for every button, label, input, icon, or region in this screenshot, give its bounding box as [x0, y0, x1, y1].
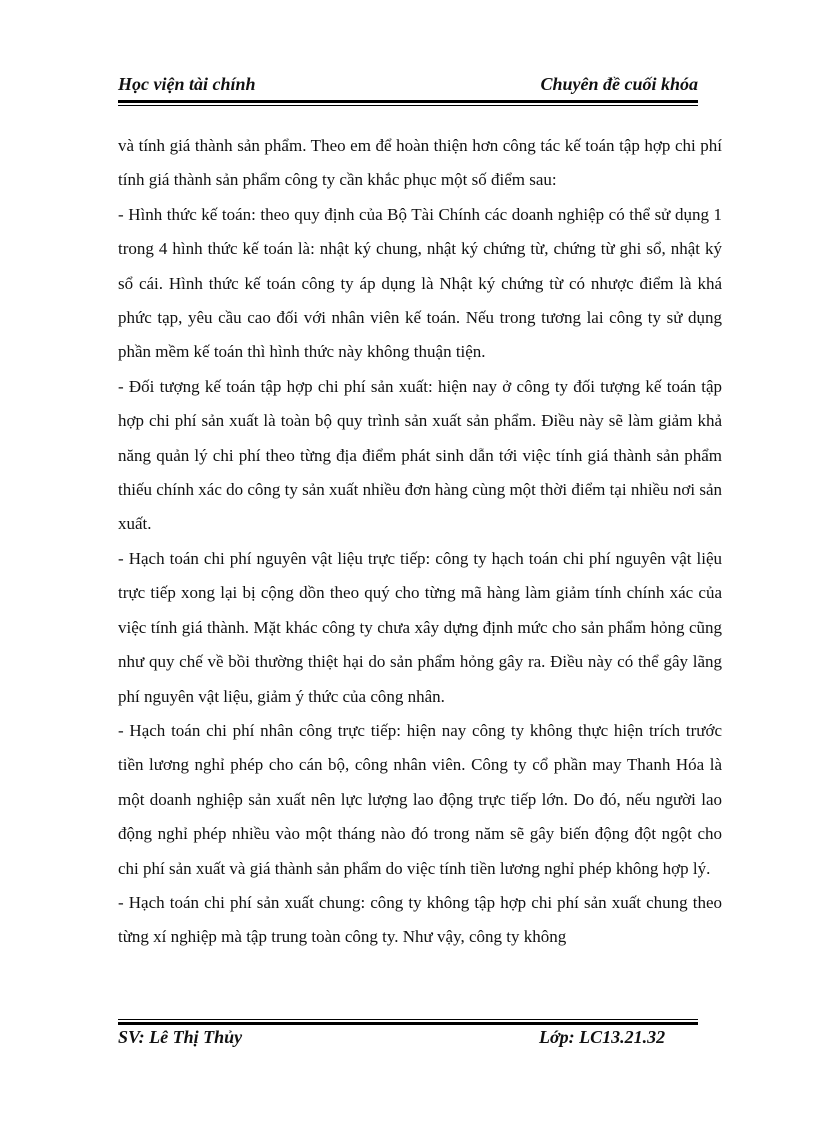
- header-rule-thick: [118, 100, 698, 103]
- header-rule-thin: [118, 105, 698, 106]
- page-header: [118, 74, 698, 100]
- footer-rule-thin: [118, 1019, 698, 1020]
- footer-student-name: SV: Lê Thị Thủy: [118, 1027, 243, 1047]
- page-footer: [118, 1027, 698, 1053]
- paragraph: - Đối tượng kế toán tập hợp chi phí sản xuất: hiện nay ở công ty đối tượng kế toán tập hợp chi phí sản xuất là toàn bộ quy trình sản xuất sản phẩm. Điều này sẽ làm giảm khả năng quản lý chi phí theo từng địa điểm phát sinh dẫn tới việc tính giá thành sản phẩm thiếu chính xác do công ty sản xuất nhiều đơn hàng cùng một thời điểm tại nhiều nơi sản xuất.: [118, 376, 722, 534]
- footer-rule-thick: [118, 1022, 698, 1025]
- footer-class-code: Lớp: LC13.21.32: [539, 1027, 666, 1047]
- paragraph: và tính giá thành sản phẩm. Theo em để hoàn thiện hơn công tác kế toán tập hợp chi phí tính giá thành sản phẩm công ty cần khắc phục một số điểm sau:: [118, 136, 722, 190]
- paragraph: - Hình thức kế toán: theo quy định của Bộ Tài Chính các doanh nghiệp có thể sử dụng 1 trong 4 hình thức kế toán là: nhật ký chung, nhật ký chứng từ, chứng từ ghi sổ, nhật ký sổ cái. Hình thức kế toán công ty áp dụng là Nhật ký chứng từ có nhược điểm là khá phức tạp, yêu cầu cao đối với nhân viên kế toán. Nếu trong tương lai công ty sử dụng phần mềm kế toán thì hình thức này không thuận tiện.: [118, 204, 722, 362]
- paragraph: - Hạch toán chi phí nguyên vật liệu trực tiếp: công ty hạch toán chi phí nguyên vật liệu trực tiếp xong lại bị cộng dồn theo quý cho từng mã hàng làm giảm tính chính xác của việc tính giá thành. Mặt khác công ty chưa xây dựng định mức cho sản phẩm hỏng cũng như quy chế về bồi thường thiệt hại do sản phẩm hỏng gây ra. Điều này có thể gây lãng phí nguyên vật liệu, giảm ý thức của công nhân.: [118, 548, 722, 706]
- header-document-type: Chuyên đề cuối khóa: [540, 74, 698, 94]
- page-body: [118, 129, 722, 955]
- paragraph: - Hạch toán chi phí nhân công trực tiếp: hiện nay công ty không thực hiện trích trước tiền lương nghỉ phép cho cán bộ, công nhân viên. Công ty cổ phần may Thanh Hóa là một doanh nghiệp sản xuất nên lực lượng lao động trực tiếp lớn. Do đó, nếu người lao động nghỉ phép nhiều vào một tháng nào đó trong năm sẽ gây biến động đột ngột cho chi phí sản xuất và giá thành sản phẩm do việc tính tiền lương nghỉ phép không hợp lý.: [118, 720, 722, 878]
- header-institution: Học viện tài chính: [118, 74, 256, 94]
- paragraph: - Hạch toán chi phí sản xuất chung: công ty không tập hợp chi phí sản xuất chung theo từng xí nghiệp mà tập trung toàn công ty. Như vậy, công ty không: [118, 892, 722, 947]
